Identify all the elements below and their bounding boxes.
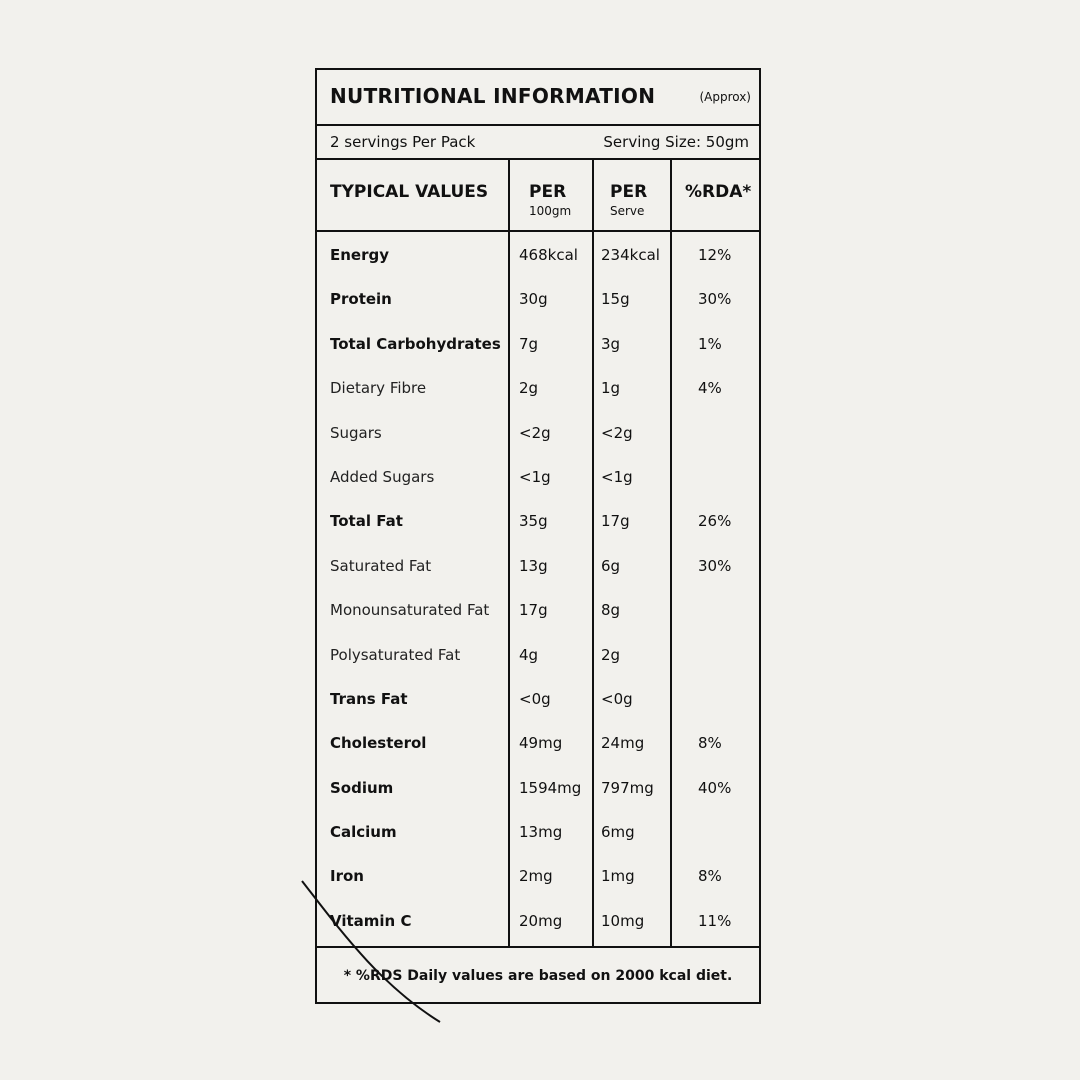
serving-row <box>317 126 759 160</box>
nutrient-row <box>317 853 759 897</box>
value-rda: 30% <box>698 290 732 309</box>
value-rda: 40% <box>698 778 732 797</box>
value-per-serve: <2g <box>601 423 633 442</box>
value-per-serve: 1mg <box>601 867 635 886</box>
value-per-serve: 1g <box>601 379 621 398</box>
value-rda: 26% <box>698 512 732 531</box>
nutrient-name: Protein <box>330 290 392 309</box>
nutrient-name: Dietary Fibre <box>330 379 427 398</box>
value-per-100: 13mg <box>519 823 563 842</box>
nutrient-name: Total Carbohydrates <box>330 334 501 353</box>
nutrient-row <box>317 454 759 498</box>
nutrient-row <box>317 632 759 676</box>
value-per-serve: 15g <box>601 290 630 309</box>
value-per-100: <2g <box>519 423 551 442</box>
value-per-100: 20mg <box>519 911 563 930</box>
value-per-100: 1594mg <box>519 778 582 797</box>
nutrient-row <box>317 898 759 942</box>
footer <box>317 946 759 1004</box>
nutrient-row <box>317 232 759 276</box>
nutrient-row <box>317 543 759 587</box>
servings-per-pack: 2 servings Per Pack <box>330 133 476 151</box>
nutrient-row <box>317 410 759 454</box>
nutrient-name: Sugars <box>330 423 382 442</box>
nutrient-row <box>317 676 759 720</box>
nutrient-row <box>317 276 759 320</box>
value-per-100: 4g <box>519 645 539 664</box>
value-per-100: 7g <box>519 334 539 353</box>
value-per-serve: 10mg <box>601 911 645 930</box>
header-rda: %RDA* <box>685 182 752 202</box>
value-rda: 1% <box>698 334 722 353</box>
value-per-serve: 797mg <box>601 778 654 797</box>
value-per-100: 2g <box>519 379 539 398</box>
header-typical-values: TYPICAL VALUES <box>330 182 489 202</box>
nutrient-row <box>317 809 759 853</box>
header-per-100-unit: 100gm <box>529 204 572 218</box>
value-per-100: 49mg <box>519 734 563 753</box>
value-per-serve: 3g <box>601 334 621 353</box>
nutrient-row <box>317 720 759 764</box>
serving-size: Serving Size: 50gm <box>603 133 749 151</box>
value-rda: 8% <box>698 734 722 753</box>
nutrient-name: Polysaturated Fat <box>330 645 461 664</box>
header-per-serve: PER <box>610 182 648 202</box>
nutrient-row <box>317 321 759 365</box>
value-rda: 11% <box>698 911 732 930</box>
value-per-serve: 8g <box>601 601 621 620</box>
nutrient-name: Iron <box>330 867 364 886</box>
nutrient-name: Total Fat <box>330 512 403 531</box>
value-per-100: 35g <box>519 512 548 531</box>
nutrient-row <box>317 765 759 809</box>
value-per-100: <0g <box>519 689 551 708</box>
title-row <box>317 70 759 126</box>
approx-note: (Approx) <box>699 90 751 104</box>
nutrient-row <box>317 498 759 542</box>
value-per-serve: 2g <box>601 645 621 664</box>
nutrient-rows <box>317 232 759 942</box>
nutrition-label <box>315 68 761 1004</box>
value-per-100: 13g <box>519 556 548 575</box>
value-per-serve: 17g <box>601 512 630 531</box>
nutrient-name: Calcium <box>330 823 397 842</box>
value-per-serve: 234kcal <box>601 246 660 264</box>
value-per-100: 468kcal <box>519 246 578 264</box>
nutrient-name: Cholesterol <box>330 734 427 753</box>
value-per-serve: 6g <box>601 556 621 575</box>
nutrient-name: Saturated Fat <box>330 556 432 575</box>
footer-note: * %RDS Daily values are based on 2000 kcal diet. <box>343 968 733 984</box>
nutrient-name: Monounsaturated Fat <box>330 601 490 620</box>
value-rda: 12% <box>698 246 732 264</box>
column-header-row <box>317 160 759 232</box>
header-per-100: PER <box>529 182 567 202</box>
nutrient-name: Sodium <box>330 778 394 797</box>
value-rda: 4% <box>698 379 722 398</box>
value-per-100: <1g <box>519 467 551 486</box>
value-per-100: 30g <box>519 290 548 309</box>
nutrient-row <box>317 587 759 631</box>
value-per-serve: 24mg <box>601 734 645 753</box>
nutrient-name: Trans Fat <box>330 689 408 708</box>
value-per-serve: 6mg <box>601 823 635 842</box>
nutrient-row <box>317 365 759 409</box>
nutrient-name: Vitamin C <box>330 911 412 930</box>
nutrient-name: Added Sugars <box>330 467 435 486</box>
value-rda: 8% <box>698 867 722 886</box>
value-rda: 30% <box>698 556 732 575</box>
value-per-serve: <0g <box>601 689 633 708</box>
header-per-serve-unit: Serve <box>610 204 645 218</box>
nutrient-name: Energy <box>330 246 390 264</box>
value-per-serve: <1g <box>601 467 633 486</box>
value-per-100: 17g <box>519 601 548 620</box>
value-per-100: 2mg <box>519 867 553 886</box>
label-title: NUTRITIONAL INFORMATION <box>330 84 656 108</box>
